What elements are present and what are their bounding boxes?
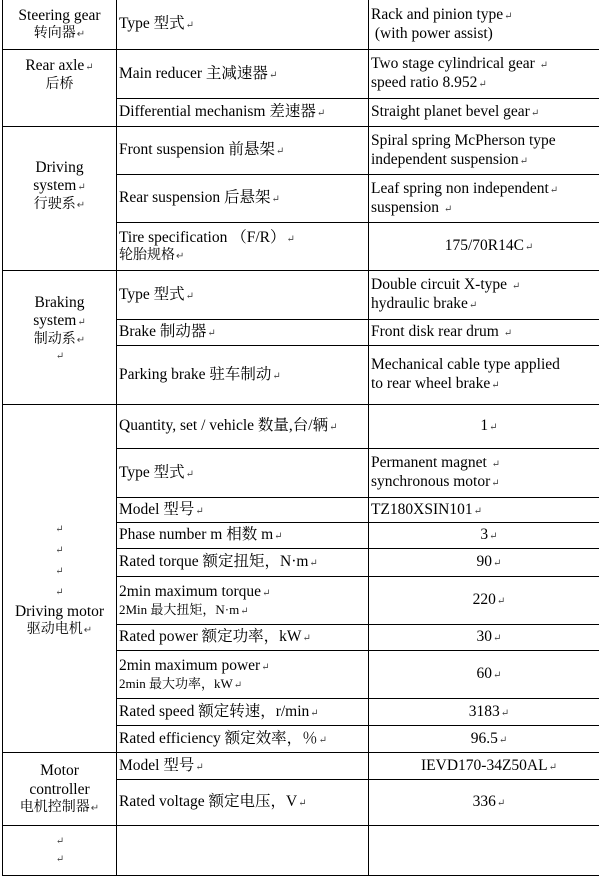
category-label-zh: 驱动电机↵ [5,621,114,638]
category-label-en: controller [5,781,114,800]
category-label-en: Braking [5,294,114,313]
category-label-en: system↵ [5,312,114,331]
value-cell: 175/70R14C↵ [369,223,599,271]
spec-table [2,0,599,876]
param-cell: 2min maximum torque↵ 2Min 最大扭矩，N·m↵ [117,577,369,625]
value-cell: Double circuit X-type ↵ hydraulic brake↵ [369,271,599,320]
param-cell: 2min maximum power↵ 2min 最大功率，kW↵ [117,651,369,699]
value-cell: Leaf spring non independent↵ suspension ↵ [369,175,599,223]
category-cell-motor-controller [3,753,117,826]
empty-cell [369,826,599,876]
category-label-en: Driving motor [5,603,114,622]
empty-cell: ↵ ↵ [3,826,117,876]
value-cell: 30↵ [369,625,599,651]
table-row-blank [3,826,599,876]
value-cell: Spiral spring McPherson type independent suspension↵ [369,127,599,175]
value-cell: 1↵ [369,405,599,449]
param-cell: Rated power 额定功率，kW↵ [117,625,369,651]
value-cell: 96.5↵ [369,726,599,753]
param-cell: Brake 制动器↵ [117,320,369,346]
category-cell-braking-system: Braking system↵ 制动系↵ ↵ [3,271,117,405]
table-row [3,753,599,780]
value-cell: Straight planet bevel gear↵ [369,99,599,127]
value-cell: 90↵ [369,549,599,577]
category-label-en: Motor [5,762,114,781]
param-cell: Front suspension 前悬架↵ [117,127,369,175]
param-cell: Tire specification （F/R）↵ 轮胎规格↵ [117,223,369,271]
blank-lines: ↵ ↵ ↵ ↵ [5,519,114,603]
param-cell: Phase number m 相数 m↵ [117,523,369,549]
value-cell: TZ180XSIN101↵ [369,498,599,523]
category-label-zh: 后桥 [5,76,114,93]
category-label-zh: 制动系↵ [5,331,114,348]
value-cell: IEVD170-34Z50AL↵ [369,753,599,780]
value-cell: 3183↵ [369,699,599,726]
param-cell: Main reducer 主减速器↵ [117,50,369,99]
param-cell: Rated voltage 额定电压，V↵ [117,780,369,826]
table-row [3,405,599,449]
param-cell: Type 型式↵ [117,449,369,498]
value-cell: Permanent magnet ↵ synchronous motor↵ [369,449,599,498]
param-cell: Quantity, set / vehicle 数量,台/辆↵ [117,405,369,449]
category-label-zh: 转向器↵ [5,25,114,42]
param-cell: Rated torque 额定扭矩，N·m↵ [117,549,369,577]
category-cell-rear-axle [3,50,117,127]
value-cell: Front disk rear drum ↵ [369,320,599,346]
value-cell: 3↵ [369,523,599,549]
category-label-en: Driving [5,159,114,178]
category-label-en: Rear axle↵ [5,57,114,76]
value-cell: Two stage cylindrical gear ↵ speed ratio 8.952↵ [369,50,599,99]
table-row [3,0,599,50]
category-label-en: Steering gear [5,7,114,26]
param-cell: Rated speed 额定转速，r/min↵ [117,699,369,726]
value-cell: 220↵ [369,577,599,625]
empty-cell [117,826,369,876]
value-cell: 60↵ [369,651,599,699]
param-cell: Type 型式↵ [117,0,369,50]
value-cell: Rack and pinion type↵ (with power assist) [369,0,599,50]
value-cell: Mechanical cable type applied to rear wheel brake↵ [369,346,599,405]
param-cell: Rear suspension 后悬架↵ [117,175,369,223]
category-cell-steering [3,0,117,50]
table-row [3,271,599,320]
param-cell: Rated efficiency 额定效率，％↵ [117,726,369,753]
category-label-en: system↵ [5,177,114,196]
param-cell: Type 型式↵ [117,271,369,320]
param-cell: Model 型号↵ [117,753,369,780]
table-row [3,127,599,175]
category-cell-driving-system [3,127,117,271]
category-label-zh: 行驶系↵ [5,196,114,213]
category-label-zh: 电机控制器↵ [5,799,114,816]
param-cell: Parking brake 驻车制动↵ [117,346,369,405]
table-row [3,50,599,99]
category-cell-driving-motor [3,405,117,753]
param-cell: Model 型号↵ [117,498,369,523]
param-cell: Differential mechanism 差速器↵ [117,99,369,127]
value-cell: 336↵ [369,780,599,826]
